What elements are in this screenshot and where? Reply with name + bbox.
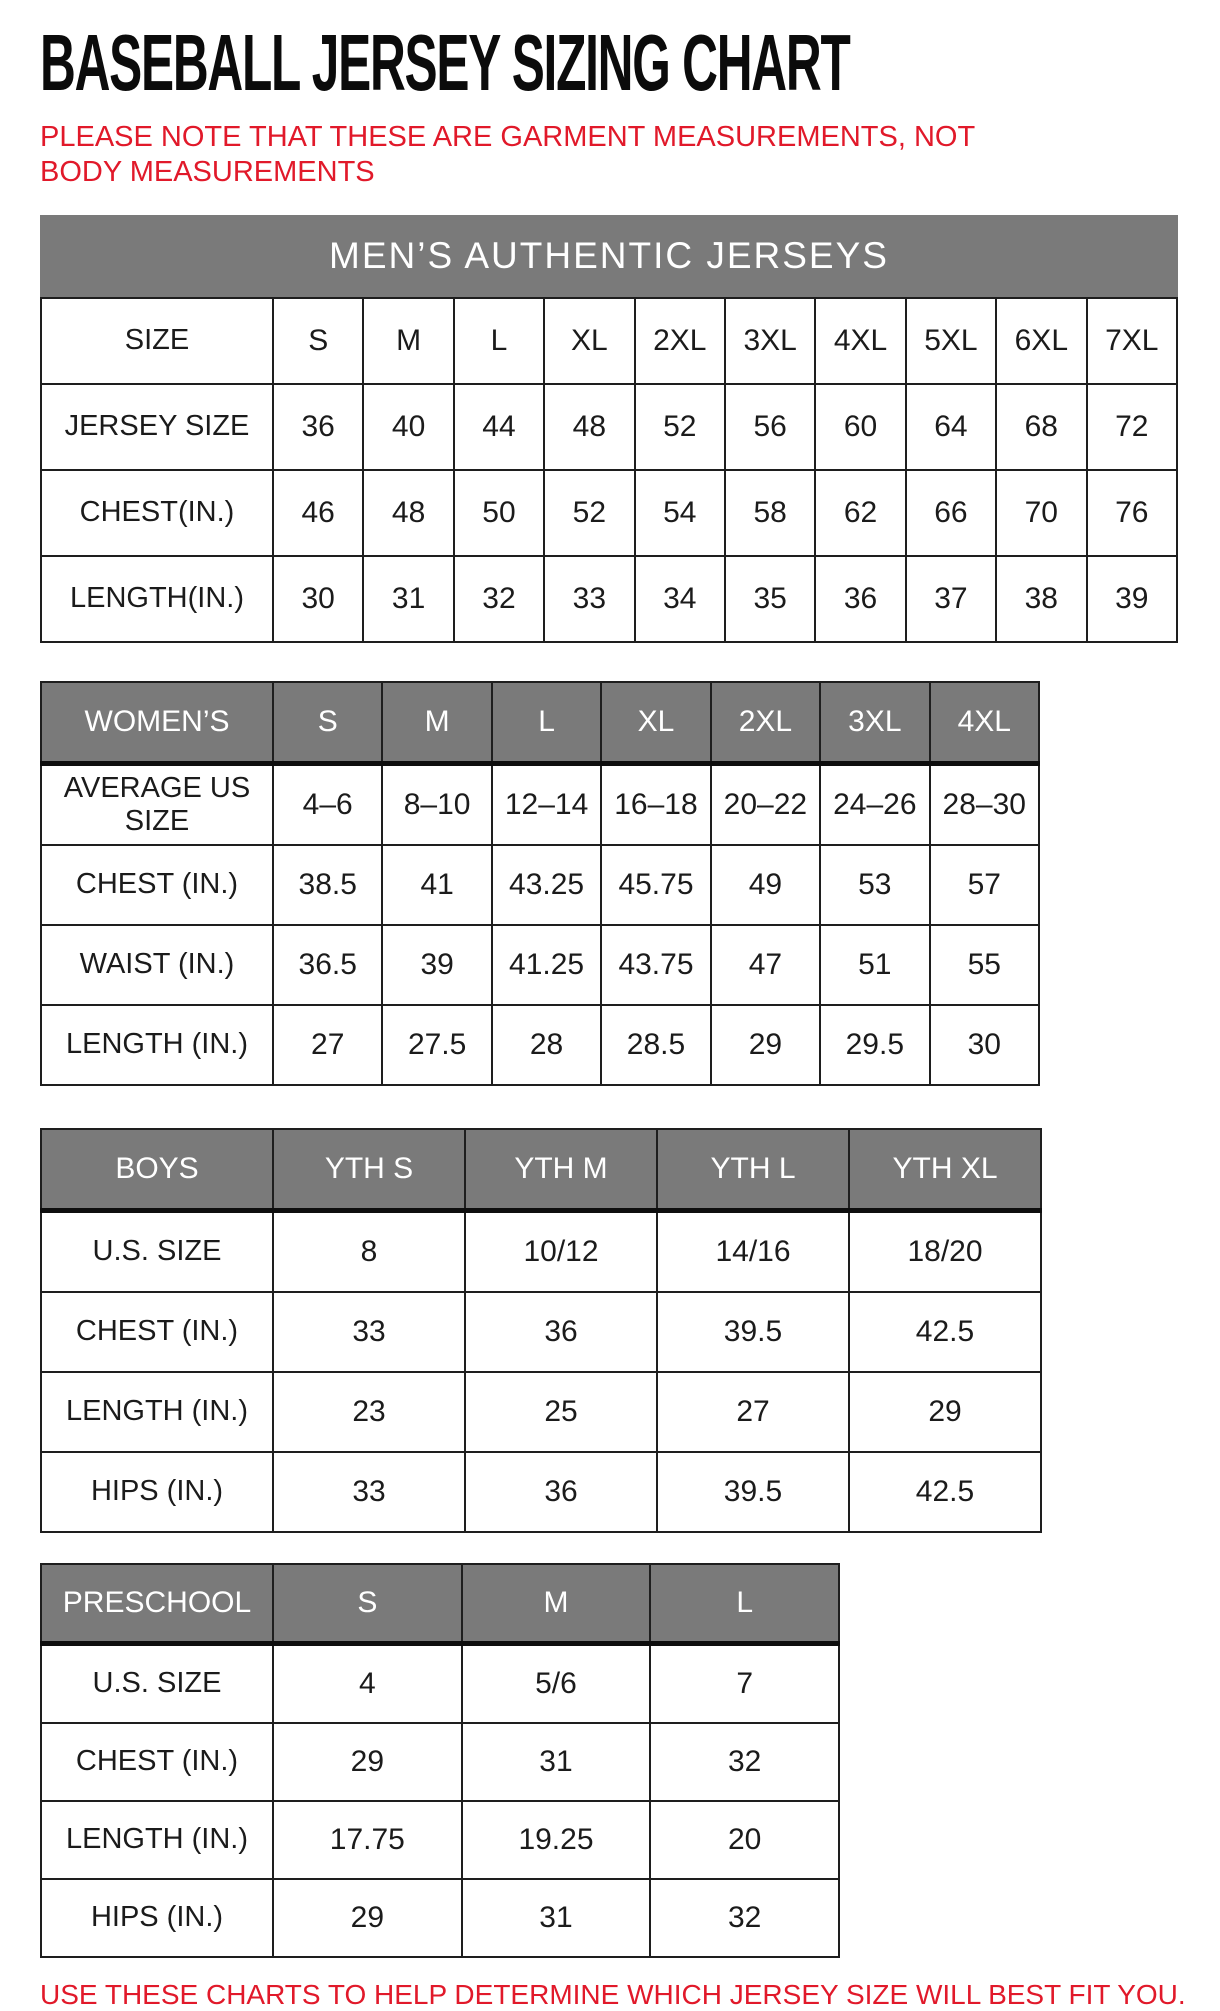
- measurement-value: 16–18: [601, 763, 710, 845]
- measurement-value: 5XL: [906, 298, 996, 384]
- measurement-value: 36.5: [273, 925, 382, 1005]
- page-title: BASEBALL JERSEY SIZING CHART: [40, 18, 850, 107]
- mens-table-container: [40, 297, 1220, 643]
- measurement-value: 46: [273, 470, 363, 556]
- measurement-value: 27: [273, 1005, 382, 1085]
- measurement-value: 8–10: [382, 763, 491, 845]
- measurement-value: 48: [363, 470, 453, 556]
- size-column-header: 3XL: [820, 682, 929, 764]
- measurement-value: 10/12: [465, 1210, 657, 1292]
- measurement-value: 32: [650, 1879, 839, 1957]
- measurement-value: 47: [711, 925, 820, 1005]
- mens-size-table: [40, 297, 1178, 643]
- measurement-value: 49: [711, 845, 820, 925]
- measurement-row: [41, 1210, 1041, 1292]
- preschool-size-table: [40, 1563, 840, 1958]
- size-header-row: [41, 1129, 1041, 1211]
- measurement-value: 31: [462, 1723, 651, 1801]
- measurement-row: [41, 1643, 839, 1723]
- size-column-header: M: [382, 682, 491, 764]
- measurement-value: 33: [544, 556, 634, 642]
- measurement-row: [41, 298, 1177, 384]
- row-label: JERSEY SIZE: [41, 384, 273, 470]
- size-column-header: L: [650, 1564, 839, 1644]
- measurement-value: 20: [650, 1801, 839, 1879]
- measurement-row: [41, 1801, 839, 1879]
- row-label: SIZE: [41, 298, 273, 384]
- measurement-value: 23: [273, 1372, 465, 1452]
- row-label: CHEST (IN.): [41, 1292, 273, 1372]
- measurement-value: 30: [930, 1005, 1039, 1085]
- measurement-value: 33: [273, 1292, 465, 1372]
- measurement-value: 2XL: [635, 298, 725, 384]
- size-header-row: [41, 1564, 839, 1644]
- measurement-value: 18/20: [849, 1210, 1041, 1292]
- measurement-row: [41, 925, 1039, 1005]
- measurement-row: [41, 763, 1039, 845]
- measurement-value: 17.75: [273, 1801, 462, 1879]
- measurement-value: 40: [363, 384, 453, 470]
- measurement-value: 27.5: [382, 1005, 491, 1085]
- measurement-value: 36: [273, 384, 363, 470]
- size-column-header: YTH M: [465, 1129, 657, 1211]
- measurement-row: [41, 384, 1177, 470]
- measurement-value: 31: [462, 1879, 651, 1957]
- measurement-row: [41, 845, 1039, 925]
- measurement-row: [41, 1452, 1041, 1532]
- row-label: CHEST(IN.): [41, 470, 273, 556]
- size-column-header: YTH XL: [849, 1129, 1041, 1211]
- measurement-value: 19.25: [462, 1801, 651, 1879]
- measurement-value: 8: [273, 1210, 465, 1292]
- measurement-value: 43.75: [601, 925, 710, 1005]
- measurement-value: 3XL: [725, 298, 815, 384]
- measurement-value: 42.5: [849, 1452, 1041, 1532]
- garment-measurements-note: PLEASE NOTE THAT THESE ARE GARMENT MEASUREMENTS, NOT BODY MEASUREMENTS: [40, 121, 975, 189]
- measurement-value: 4XL: [815, 298, 905, 384]
- measurement-value: 5/6: [462, 1643, 651, 1723]
- size-column-header: S: [273, 1564, 462, 1644]
- row-label: WOMEN’S: [41, 682, 273, 764]
- row-label: LENGTH (IN.): [41, 1005, 273, 1085]
- measurement-value: 38.5: [273, 845, 382, 925]
- measurement-value: 72: [1087, 384, 1177, 470]
- measurement-row: [41, 1292, 1041, 1372]
- row-label: HIPS (IN.): [41, 1452, 273, 1532]
- measurement-value: 50: [454, 470, 544, 556]
- measurement-value: 41: [382, 845, 491, 925]
- row-label: AVERAGE US SIZE: [41, 763, 273, 845]
- row-label: WAIST (IN.): [41, 925, 273, 1005]
- measurement-value: 12–14: [492, 763, 601, 845]
- womens-table-container: [40, 681, 1220, 1086]
- measurement-value: 52: [635, 384, 725, 470]
- measurement-value: M: [363, 298, 453, 384]
- measurement-value: 56: [725, 384, 815, 470]
- measurement-row: [41, 556, 1177, 642]
- measurement-value: 29: [711, 1005, 820, 1085]
- measurement-value: 14/16: [657, 1210, 849, 1292]
- measurement-value: 30: [273, 556, 363, 642]
- measurement-value: 33: [273, 1452, 465, 1532]
- measurement-value: 7XL: [1087, 298, 1177, 384]
- measurement-value: 28: [492, 1005, 601, 1085]
- size-column-header: XL: [601, 682, 710, 764]
- preschool-table-container: [40, 1563, 1220, 1958]
- row-label: LENGTH(IN.): [41, 556, 273, 642]
- row-label: LENGTH (IN.): [41, 1801, 273, 1879]
- footer-note: USE THESE CHARTS TO HELP DETERMINE WHICH JERSEY SIZE WILL BEST FIT YOU.: [40, 1978, 1186, 2010]
- measurement-value: 7: [650, 1643, 839, 1723]
- size-column-header: L: [492, 682, 601, 764]
- measurement-value: 66: [906, 470, 996, 556]
- measurement-value: 29: [273, 1723, 462, 1801]
- measurement-value: 34: [635, 556, 725, 642]
- measurement-value: 68: [996, 384, 1086, 470]
- measurement-value: 29.5: [820, 1005, 929, 1085]
- measurement-value: 60: [815, 384, 905, 470]
- row-label: U.S. SIZE: [41, 1210, 273, 1292]
- measurement-value: 29: [273, 1879, 462, 1957]
- measurement-value: 37: [906, 556, 996, 642]
- measurement-value: 64: [906, 384, 996, 470]
- size-column-header: 2XL: [711, 682, 820, 764]
- row-label: U.S. SIZE: [41, 1643, 273, 1723]
- measurement-value: 39: [382, 925, 491, 1005]
- row-label: CHEST (IN.): [41, 845, 273, 925]
- measurement-value: 57: [930, 845, 1039, 925]
- measurement-row: [41, 1879, 839, 1957]
- measurement-value: 43.25: [492, 845, 601, 925]
- row-label: LENGTH (IN.): [41, 1372, 273, 1452]
- measurement-value: 24–26: [820, 763, 929, 845]
- measurement-value: 36: [465, 1452, 657, 1532]
- measurement-value: 58: [725, 470, 815, 556]
- measurement-value: 29: [849, 1372, 1041, 1452]
- measurement-value: 20–22: [711, 763, 820, 845]
- measurement-value: 48: [544, 384, 634, 470]
- measurement-value: 55: [930, 925, 1039, 1005]
- measurement-value: S: [273, 298, 363, 384]
- measurement-value: 62: [815, 470, 905, 556]
- measurement-value: 38: [996, 556, 1086, 642]
- measurement-value: 32: [454, 556, 544, 642]
- measurement-row: [41, 470, 1177, 556]
- measurement-value: 76: [1087, 470, 1177, 556]
- womens-size-table: [40, 681, 1040, 1086]
- measurement-value: 41.25: [492, 925, 601, 1005]
- size-column-header: M: [462, 1564, 651, 1644]
- size-column-header: S: [273, 682, 382, 764]
- measurement-value: 36: [465, 1292, 657, 1372]
- measurement-value: 36: [815, 556, 905, 642]
- row-label: HIPS (IN.): [41, 1879, 273, 1957]
- measurement-value: 4–6: [273, 763, 382, 845]
- measurement-value: 53: [820, 845, 929, 925]
- measurement-value: 52: [544, 470, 634, 556]
- measurement-value: XL: [544, 298, 634, 384]
- measurement-value: 27: [657, 1372, 849, 1452]
- size-header-row: [41, 682, 1039, 764]
- measurement-value: 28.5: [601, 1005, 710, 1085]
- mens-table-banner: MEN’S AUTHENTIC JERSEYS: [40, 215, 1178, 297]
- measurement-value: 39: [1087, 556, 1177, 642]
- size-column-header: YTH S: [273, 1129, 465, 1211]
- measurement-value: 51: [820, 925, 929, 1005]
- measurement-value: 25: [465, 1372, 657, 1452]
- measurement-value: 45.75: [601, 845, 710, 925]
- boys-size-table: [40, 1128, 1042, 1533]
- measurement-row: [41, 1372, 1041, 1452]
- measurement-value: 31: [363, 556, 453, 642]
- measurement-value: 39.5: [657, 1452, 849, 1532]
- row-label: CHEST (IN.): [41, 1723, 273, 1801]
- boys-table-container: [40, 1128, 1220, 1533]
- measurement-value: 54: [635, 470, 725, 556]
- measurement-value: 4: [273, 1643, 462, 1723]
- measurement-row: [41, 1005, 1039, 1085]
- measurement-value: L: [454, 298, 544, 384]
- row-label: PRESCHOOL: [41, 1564, 273, 1644]
- measurement-value: 35: [725, 556, 815, 642]
- measurement-value: 6XL: [996, 298, 1086, 384]
- row-label: BOYS: [41, 1129, 273, 1211]
- measurement-row: [41, 1723, 839, 1801]
- measurement-value: 28–30: [930, 763, 1039, 845]
- size-column-header: YTH L: [657, 1129, 849, 1211]
- measurement-value: 39.5: [657, 1292, 849, 1372]
- measurement-value: 42.5: [849, 1292, 1041, 1372]
- measurement-value: 44: [454, 384, 544, 470]
- measurement-value: 70: [996, 470, 1086, 556]
- measurement-value: 32: [650, 1723, 839, 1801]
- size-column-header: 4XL: [930, 682, 1039, 764]
